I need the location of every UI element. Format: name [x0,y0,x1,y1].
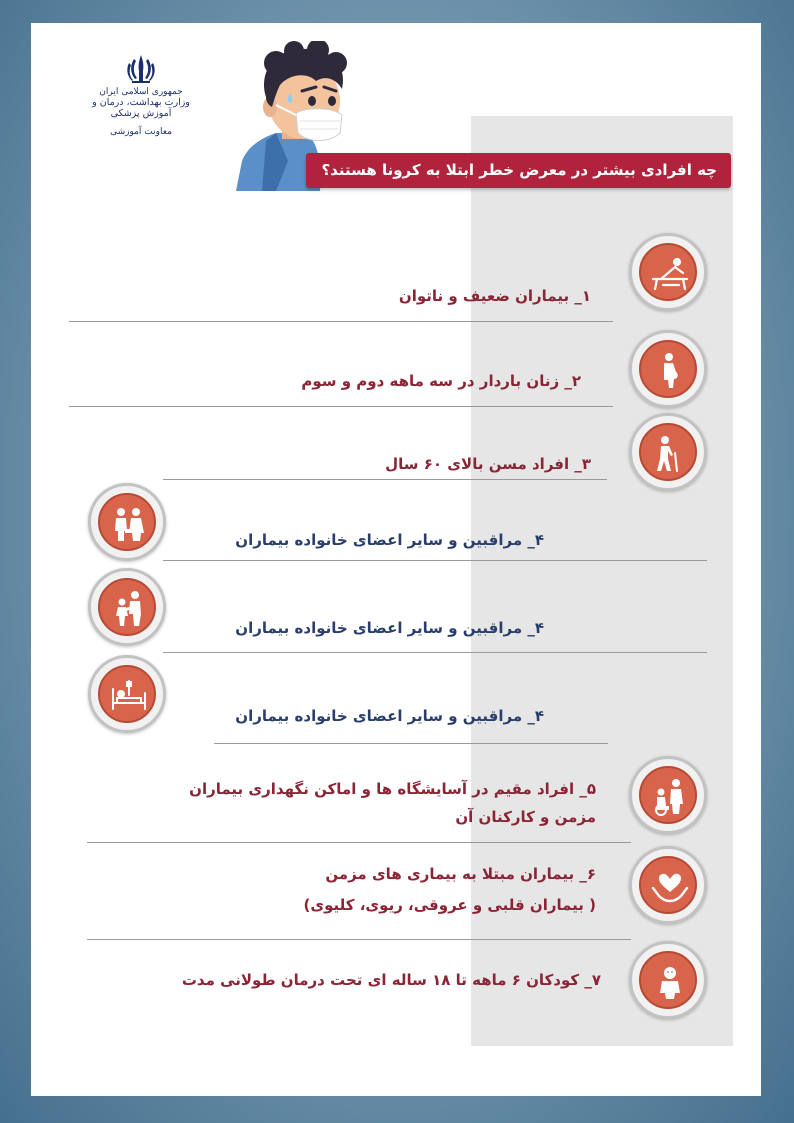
logo-line-3: معاونت آموزشی [110,127,172,137]
icon-badge-1 [629,233,707,311]
logo-line-1: جمهوری اسلامی ایران [99,87,183,97]
separator-4c [214,743,608,744]
patient-lying-icon [649,253,691,295]
item-4b-text: ۴_ مراقبین و سایر اعضای خانواده بیماران [235,619,544,637]
icon-badge-4c [88,655,166,733]
separator-4a [163,560,707,561]
ministry-logo [81,53,201,163]
elderly-with-cane-icon [649,433,691,475]
child-icon [649,961,691,1003]
caregiver-helping-icon [108,588,150,630]
item-1-text: ۱_ بیماران ضعیف و ناتوان [398,287,591,305]
item-4a-text: ۴_ مراقبین و سایر اعضای خانواده بیماران [235,531,544,549]
hospital-bed-icon [108,675,150,717]
item-2-text: ۲_ زنان باردار در سه ماهه دوم و سوم [301,372,581,390]
separator-1 [69,321,613,322]
icon-badge-5 [629,756,707,834]
item-6-line-2: ( بیماران قلبی و عروقی، ریوی، کلیوی) [303,896,596,914]
iran-emblem-icon [124,53,158,85]
icon-badge-3 [629,413,707,491]
icon-badge-4a [88,483,166,561]
caregiver-family-icon [108,503,150,545]
icon-badge-2 [629,330,707,408]
item-6-line-1: ۶_ بیماران مبتلا به بیماری های مزمن [325,865,596,883]
separator-6 [87,939,631,940]
item-5-line-1: ۵_ افراد مقیم در آسایشگاه ها و اماکن نگهداری بیماران [189,780,596,798]
separator-5 [87,842,631,843]
heart-in-hands-icon [649,866,691,908]
item-4c-text: ۴_ مراقبین و سایر اعضای خانواده بیماران [235,707,544,725]
pregnant-woman-icon [649,350,691,392]
icon-badge-7 [629,941,707,1019]
icon-badge-6 [629,846,707,924]
icon-badge-4b [88,568,166,646]
poster-page [31,23,761,1096]
separator-2 [69,406,613,407]
item-7-text: ۷_ کودکان ۶ ماهه تا ۱۸ ساله ای تحت درمان طولانی مدت [181,971,601,989]
nursing-home-icon [649,776,691,818]
page-title: چه افرادی بیشتر در معرض خطر ابتلا به کرونا هستند؟ [306,153,731,188]
item-3-text: ۳_ افراد مسن بالای ۶۰ سال [385,455,591,473]
separator-3 [163,479,607,480]
logo-line-2: وزارت بهداشت، درمان و آموزش پزشکی [92,97,190,119]
separator-4b [163,652,707,653]
item-5-line-2: مزمن و کارکنان آن [455,808,596,826]
